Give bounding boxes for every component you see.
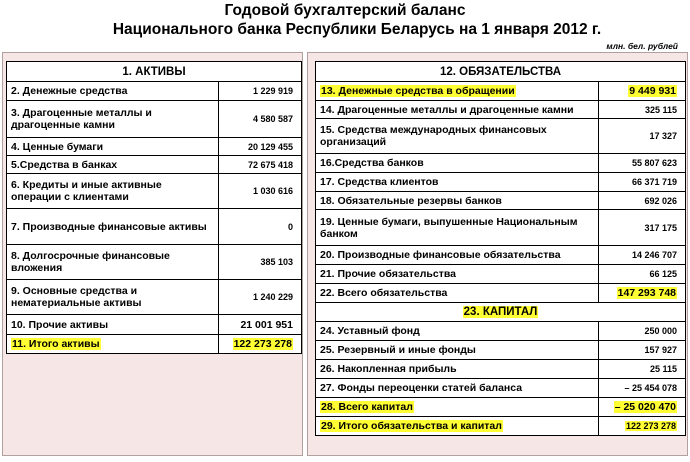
row-label: 2. Денежные средства	[7, 82, 219, 101]
total-liabilities-value: 147 293 748	[617, 287, 677, 299]
currency-in-circulation-value: 9 449 931	[629, 85, 677, 97]
liabilities-table	[315, 61, 686, 436]
row-value: 325 115	[599, 101, 686, 119]
row-value: 1 229 919	[219, 82, 302, 101]
table-row	[316, 82, 686, 101]
row-value	[219, 335, 302, 354]
table-row	[316, 192, 686, 210]
table-row	[316, 246, 686, 265]
total-capital-label: 28. Всего капитал	[321, 401, 413, 413]
row-label: 26. Накопленная прибыль	[316, 360, 599, 379]
row-value: 385 103	[219, 245, 302, 280]
row-value	[599, 82, 686, 101]
row-label: 3. Драгоценные металлы и драгоценные камни	[7, 101, 219, 138]
currency-in-circulation-label: 13. Денежные средства в обращении	[321, 85, 515, 97]
table-row	[316, 360, 686, 379]
row-label: 6. Кредиты и иные активные операции с клиентами	[7, 174, 219, 209]
table-row	[7, 156, 302, 174]
table-row	[316, 265, 686, 284]
table-row	[316, 173, 686, 192]
row-label: 19. Ценные бумаги, выпушенные Национальным банком	[316, 210, 599, 246]
total-assets-value: 122 273 278	[233, 338, 292, 350]
row-label: 7. Производные финансовые активы	[7, 209, 219, 245]
total-liabilities-capital-value: 122 273 278	[625, 421, 677, 431]
row-label: 24. Уставный фонд	[316, 322, 599, 341]
row-value	[599, 398, 686, 417]
capital-header-cell	[316, 303, 686, 322]
table-row	[316, 379, 686, 398]
row-value: 317 175	[599, 210, 686, 246]
row-value: 21 001 951	[219, 315, 302, 335]
row-value: 14 246 707	[599, 246, 686, 265]
row-label: 20. Производные финансовые обязательства	[316, 246, 599, 265]
row-label: 27. Фонды переоценки статей баланса	[316, 379, 599, 398]
row-label: 9. Основные средства и нематериальные активы	[7, 280, 219, 315]
row-value: 1 030 616	[219, 174, 302, 209]
table-row	[316, 284, 686, 303]
table-row	[7, 138, 302, 156]
row-label: 15. Средства международных финансовых организаций	[316, 119, 599, 154]
row-label: 10. Прочие активы	[7, 315, 219, 335]
row-value: 66 125	[599, 265, 686, 284]
assets-table	[6, 61, 302, 354]
table-row	[7, 315, 302, 335]
row-label: 17. Средства клиентов	[316, 173, 599, 192]
row-value: 20 129 455	[219, 138, 302, 156]
row-value: 72 675 418	[219, 156, 302, 174]
table-row	[7, 245, 302, 280]
table-row	[316, 322, 686, 341]
row-label: 8. Долгосрочные финансовые вложения	[7, 245, 219, 280]
table-row	[316, 101, 686, 119]
total-capital-value: – 25 020 470	[614, 401, 677, 413]
row-value: 17 327	[599, 119, 686, 154]
row-label	[7, 335, 219, 354]
table-row	[7, 82, 302, 101]
table-row	[7, 174, 302, 209]
table-row	[7, 280, 302, 315]
row-label	[316, 82, 599, 101]
row-value: 692 026	[599, 192, 686, 210]
row-label	[316, 398, 599, 417]
table-row	[7, 101, 302, 138]
table-row	[316, 341, 686, 360]
table-row	[7, 335, 302, 354]
row-value: 157 927	[599, 341, 686, 360]
row-label: 22. Всего обязательства	[316, 284, 599, 303]
liabilities-panel	[307, 52, 688, 456]
title-line-1: Годовой бухгалтерский баланс	[224, 2, 466, 19]
row-label: 16.Средства банков	[316, 154, 599, 173]
row-label: 5.Средства в банках	[7, 156, 219, 174]
assets-panel	[2, 52, 303, 456]
table-row	[316, 398, 686, 417]
row-value: 1 240 229	[219, 280, 302, 315]
title-line-2: Национального банка Республики Беларусь на 1 января 2012 г.	[112, 21, 602, 38]
row-value: – 25 454 078	[599, 379, 686, 398]
table-row	[316, 119, 686, 154]
row-value: 250 000	[599, 322, 686, 341]
liabilities-header: 12. ОБЯЗАТЕЛЬСТВА	[316, 62, 686, 82]
total-liabilities-capital-label: 29. Итого обязательства и капитал	[321, 420, 502, 432]
row-value	[599, 284, 686, 303]
assets-header: 1. АКТИВЫ	[7, 62, 302, 82]
row-label: 14. Драгоценные металлы и драгоценные камни	[316, 101, 599, 119]
table-row	[316, 417, 686, 436]
row-label	[316, 417, 599, 436]
row-value: 55 807 623	[599, 154, 686, 173]
row-label: 25. Резервный и иные фонды	[316, 341, 599, 360]
row-value: 25 115	[599, 360, 686, 379]
capital-header: 23. КАПИТАЛ	[463, 306, 538, 318]
row-value	[599, 417, 686, 436]
units-label: млн. бел. рублей	[606, 41, 678, 51]
table-row	[316, 210, 686, 246]
row-label: 21. Прочие обязательства	[316, 265, 599, 284]
row-label: 4. Ценные бумаги	[7, 138, 219, 156]
row-value: 4 580 587	[219, 101, 302, 138]
table-row	[316, 154, 686, 173]
row-label: 18. Обязательные резервы банков	[316, 192, 599, 210]
row-value: 66 371 719	[599, 173, 686, 192]
table-row	[7, 209, 302, 245]
total-assets-label: 11. Итого активы	[12, 338, 100, 350]
row-value: 0	[219, 209, 302, 245]
